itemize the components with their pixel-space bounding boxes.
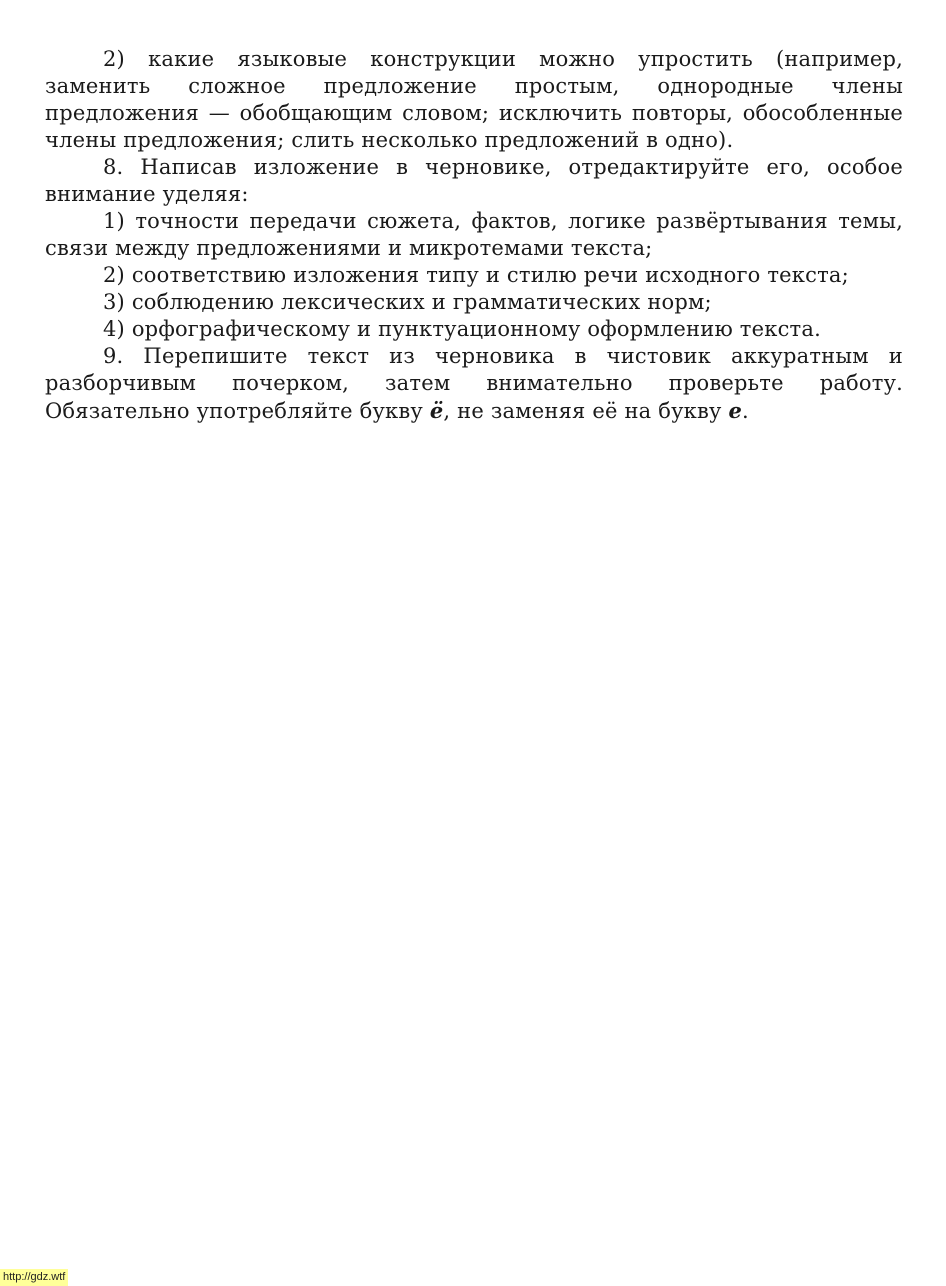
letter-yo: ё [429, 398, 444, 423]
watermark-link[interactable]: http://gdz.wtf [0, 1269, 68, 1286]
document-page [45, 46, 903, 425]
task-9-text-before: 9. Перепишите текст из черновика в чистовик аккуратным и разборчивым почерком, затем внимательно проверьте работу. Обязательно употребляйте букву [45, 344, 903, 423]
paragraph-task-8: 8. Написав изложение в черновике, отредактируйте его, особое внимание уделяя: [45, 155, 903, 206]
paragraph-task-9 [45, 343, 903, 425]
task-9-text-middle: , не заменяя её на букву [443, 399, 729, 423]
paragraph-item-1: 1) точности передачи сюжета, фактов, логике развёртывания темы, связи между предложениями и микротемами текста; [45, 209, 903, 260]
task-9-text-after: . [742, 399, 749, 423]
paragraph-item-2: 2) какие языковые конструкции можно упростить (например, заменить сложное предложение простым, однородные члены предложения — обобщающим словом; исключить повторы, обособленные члены предложения; слить несколько предложений в одно). [45, 47, 903, 152]
paragraph-item-2-style: 2) соответствию изложения типу и стилю речи исходного текста; [103, 263, 849, 287]
letter-e: е [728, 398, 743, 423]
paragraph-item-3: 3) соблюдению лексических и грамматических норм; [103, 290, 712, 314]
paragraph-item-4: 4) орфографическому и пунктуационному оформлению текста. [103, 317, 821, 341]
